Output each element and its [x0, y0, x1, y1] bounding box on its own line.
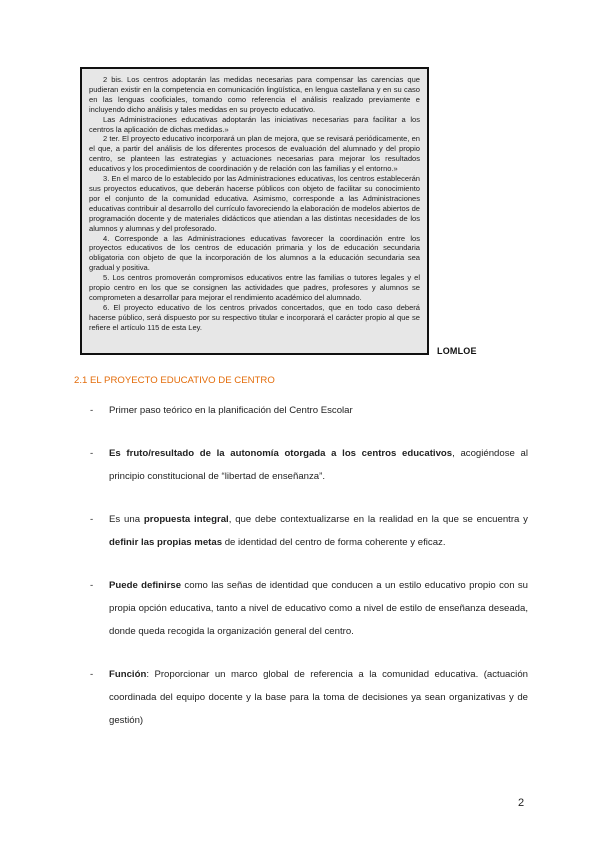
bullet-text: Primer paso teórico en la planificación del Centro Escolar	[109, 405, 353, 416]
law-paragraph-5: 5. Los centros promoverán compromisos educativos entre las familias o tutores legales y el propio centro en los que se consignen las actividades que padres, profesores y alumnos se comprometen a desarrollar para mejorar el rendimiento académico del alumnado.	[89, 273, 420, 302]
bullet-item-function	[90, 663, 528, 732]
bullet-item-first-step	[90, 399, 528, 422]
bullet-dash: -	[90, 580, 94, 591]
law-excerpt-box	[80, 67, 429, 355]
bullet-item-integral-proposal	[90, 508, 528, 554]
bullet-bold-text: propuesta integral	[143, 514, 229, 525]
page-number: 2	[518, 797, 525, 809]
bullet-dash: -	[90, 405, 94, 416]
law-source-label: LOMLOE	[437, 346, 477, 356]
law-paragraph-admin: Las Administraciones educativas adoptarán las iniciativas necesarias para facilitar a los centros la aplicación de dichas medidas.»	[89, 114, 420, 134]
bullet-item-autonomy	[90, 442, 528, 488]
bullet-bold-text: Función	[109, 669, 147, 680]
bullet-text: : Proporcionar un marco global de referencia a la comunidad educativa. (actuación coordinada del equipo docente y la base para la toma de decisiones ya sean organizativas y de gestión)	[109, 669, 528, 726]
law-paragraph-6: 6. El proyecto educativo de los centros privados concertados, que en todo caso deberá hacerse público, será dispuesto por su respectivo titular e incorporará el carácter propio al que se refiere el artículo 115 de esta Ley.	[89, 302, 420, 332]
law-paragraph-2bis: 2 bis. Los centros adoptarán las medidas necesarias para compensar las carencias que pudieran existir en la competencia en comunicación lingüística, en lengua castellana y en su caso en las lenguas cooficiales, tomando como referencia el análisis realizado previamente e incluyendo dicho análisis y tales medidas en su proyecto educativo.	[89, 75, 420, 114]
law-paragraph-3: 3. En el marco de lo establecido por las Administraciones educativas, los centros establecerán sus proyectos educativos, que deberán hacerse públicos con objeto de facilitar su conocimiento por el conjunto de la comunidad educativa. Asimismo, corresponde a las Administraciones educativas contribuir al desarrollo del currículo favoreciendo la elaboración de modelos abiertos de programación docente y de materiales didácticos que atiendan a las distintas necesidades de los alumnos y alumnas y del profesorado.	[89, 174, 420, 233]
bullet-dash: -	[90, 514, 94, 525]
bullet-text: , que debe contextualizarse en la realidad en la que se encuentra y	[228, 514, 528, 525]
bullet-dash: -	[90, 669, 94, 680]
bullet-list	[90, 399, 528, 752]
bullet-text: de identidad del centro de forma coherente y eficaz.	[222, 537, 446, 548]
bullet-text: como las señas de identidad que conducen a un estilo educativo propio con su propia opción educativa, tanto a nivel de educativo como a nivel de estilo de enseñanza deseada, donde queda recogida la organización general del centro.	[109, 580, 528, 637]
bullet-text: , acogiéndose al principio constitucional de “libertad de enseñanza”.	[109, 448, 528, 482]
bullet-bold-text: Puede definirse	[109, 580, 182, 591]
bullet-text: Es una	[109, 514, 144, 525]
bullet-item-definition	[90, 574, 528, 643]
law-paragraph-2ter: 2 ter. El proyecto educativo incorporará un plan de mejora, que se revisará periódicamente, en el que, a partir del análisis de los diferentes procesos de evaluación del alumnado y del propio centro, se planteen las estrategias y actuaciones necesarias para mejorar los resultados educativos y los procedimientos de coordinación y de relación con las familias y el entorno.»	[89, 134, 420, 174]
law-paragraph-4: 4. Corresponde a las Administraciones educativas favorecer la coordinación entre los proyectos educativos de los centros de educación primaria y los de educación secundaria obligatoria con objeto de que la incorporación de los alumnos a la educación secundaria sea gradual y positiva.	[89, 233, 420, 273]
bullet-bold-text: definir las propias metas	[109, 537, 223, 548]
section-heading: 2.1 EL PROYECTO EDUCATIVO DE CENTRO	[74, 375, 275, 386]
bullet-dash: -	[90, 448, 94, 459]
bullet-bold-text: Es fruto/resultado de la autonomía otorgada a los centros educativos	[109, 448, 453, 459]
